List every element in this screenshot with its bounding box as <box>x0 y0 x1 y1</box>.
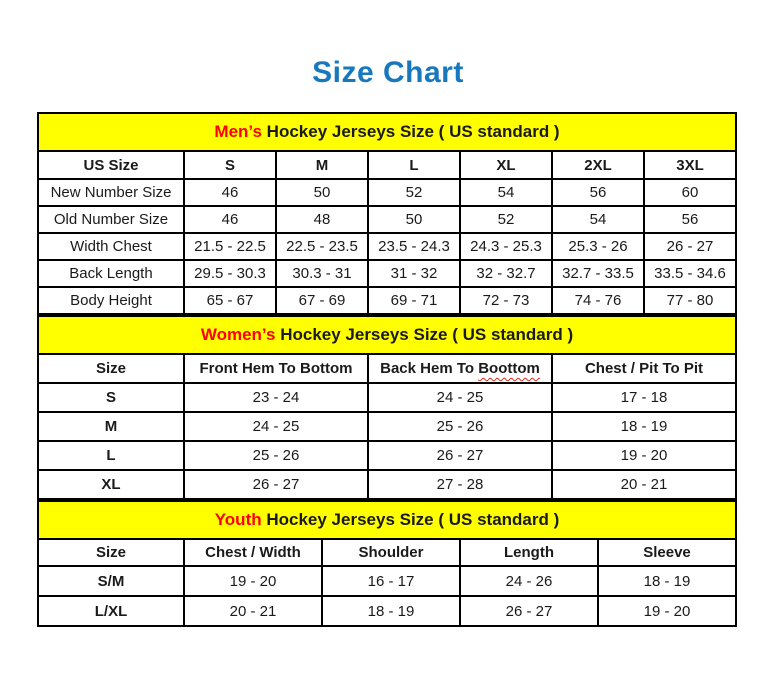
womens-row-label: L <box>38 441 184 470</box>
womens-cell: 25 - 26 <box>184 441 368 470</box>
youth-row-label: S/M <box>38 566 184 596</box>
youth-header-chest: Chest / Width <box>184 539 322 566</box>
youth-row-label: L/XL <box>38 596 184 626</box>
mens-cell: 52 <box>460 206 552 233</box>
womens-cell: 17 - 18 <box>552 383 736 412</box>
table-row <box>38 260 736 287</box>
mens-cell: 72 - 73 <box>460 287 552 314</box>
mens-size-table <box>37 150 737 315</box>
table-row <box>38 596 736 626</box>
mens-cell: 23.5 - 24.3 <box>368 233 460 260</box>
womens-cell: 18 - 19 <box>552 412 736 441</box>
womens-section-banner <box>37 315 737 353</box>
womens-header-row <box>38 354 736 383</box>
womens-size-table <box>37 353 737 500</box>
youth-section-banner <box>37 500 737 538</box>
mens-cell: 56 <box>552 179 644 206</box>
mens-header-m: M <box>276 151 368 179</box>
womens-cell: 19 - 20 <box>552 441 736 470</box>
youth-header-size: Size <box>38 539 184 566</box>
mens-row-label: Old Number Size <box>38 206 184 233</box>
mens-banner-text: Hockey Jerseys Size ( US standard ) <box>261 122 560 141</box>
mens-cell: 67 - 69 <box>276 287 368 314</box>
womens-row-label: S <box>38 383 184 412</box>
size-chart <box>37 112 737 627</box>
mens-cell: 32 - 32.7 <box>460 260 552 287</box>
mens-cell: 33.5 - 34.6 <box>644 260 736 287</box>
mens-cell: 56 <box>644 206 736 233</box>
mens-cell: 74 - 76 <box>552 287 644 314</box>
mens-cell: 24.3 - 25.3 <box>460 233 552 260</box>
mens-cell: 48 <box>276 206 368 233</box>
mens-cell: 46 <box>184 179 276 206</box>
mens-cell: 31 - 32 <box>368 260 460 287</box>
mens-cell: 60 <box>644 179 736 206</box>
youth-banner-highlight: Youth <box>214 510 262 529</box>
mens-cell: 22.5 - 23.5 <box>276 233 368 260</box>
table-row <box>38 412 736 441</box>
womens-cell: 25 - 26 <box>368 412 552 441</box>
youth-cell: 19 - 20 <box>598 596 736 626</box>
womens-banner-text: Hockey Jerseys Size ( US standard ) <box>275 325 574 344</box>
table-row <box>38 287 736 314</box>
mens-cell: 54 <box>552 206 644 233</box>
mens-cell: 54 <box>460 179 552 206</box>
mens-header-3xl: 3XL <box>644 151 736 179</box>
mens-cell: 30.3 - 31 <box>276 260 368 287</box>
womens-row-label: XL <box>38 470 184 499</box>
mens-cell: 65 - 67 <box>184 287 276 314</box>
womens-header-chest: Chest / Pit To Pit <box>552 354 736 383</box>
womens-cell: 20 - 21 <box>552 470 736 499</box>
womens-cell: 26 - 27 <box>368 441 552 470</box>
youth-cell: 18 - 19 <box>598 566 736 596</box>
mens-header-l: L <box>368 151 460 179</box>
womens-banner-highlight: Women’s <box>200 325 276 344</box>
page-title: Size Chart <box>312 56 464 89</box>
youth-header-shoulder: Shoulder <box>322 539 460 566</box>
womens-header-front-hem: Front Hem To Bottom <box>184 354 368 383</box>
womens-cell: 24 - 25 <box>184 412 368 441</box>
mens-cell: 50 <box>276 179 368 206</box>
mens-cell: 69 - 71 <box>368 287 460 314</box>
mens-header-2xl: 2XL <box>552 151 644 179</box>
mens-cell: 50 <box>368 206 460 233</box>
mens-cell: 26 - 27 <box>644 233 736 260</box>
table-row <box>38 233 736 260</box>
mens-header-row <box>38 151 736 179</box>
mens-header-xl: XL <box>460 151 552 179</box>
mens-cell: 77 - 80 <box>644 287 736 314</box>
youth-banner-text: Hockey Jerseys Size ( US standard ) <box>261 510 560 529</box>
womens-cell: 27 - 28 <box>368 470 552 499</box>
mens-cell: 32.7 - 33.5 <box>552 260 644 287</box>
womens-header-size: Size <box>38 354 184 383</box>
youth-header-sleeve: Sleeve <box>598 539 736 566</box>
mens-header-us-size: US Size <box>38 151 184 179</box>
table-row <box>38 383 736 412</box>
youth-cell: 26 - 27 <box>460 596 598 626</box>
youth-header-length: Length <box>460 539 598 566</box>
womens-cell: 24 - 25 <box>368 383 552 412</box>
mens-row-label: New Number Size <box>38 179 184 206</box>
mens-row-label: Body Height <box>38 287 184 314</box>
mens-section-banner <box>37 112 737 150</box>
table-row <box>38 566 736 596</box>
mens-row-label: Width Chest <box>38 233 184 260</box>
mens-cell: 52 <box>368 179 460 206</box>
youth-cell: 24 - 26 <box>460 566 598 596</box>
mens-cell: 46 <box>184 206 276 233</box>
mens-banner-highlight: Men’s <box>214 122 262 141</box>
table-row <box>38 441 736 470</box>
table-row <box>38 206 736 233</box>
youth-cell: 16 - 17 <box>322 566 460 596</box>
table-row <box>38 179 736 206</box>
table-row <box>38 470 736 499</box>
youth-cell: 19 - 20 <box>184 566 322 596</box>
mens-cell: 25.3 - 26 <box>552 233 644 260</box>
womens-cell: 26 - 27 <box>184 470 368 499</box>
youth-header-row <box>38 539 736 566</box>
womens-row-label: M <box>38 412 184 441</box>
mens-row-label: Back Length <box>38 260 184 287</box>
mens-header-s: S <box>184 151 276 179</box>
mens-cell: 21.5 - 22.5 <box>184 233 276 260</box>
misspelled-word: Boottom <box>478 360 540 377</box>
youth-cell: 18 - 19 <box>322 596 460 626</box>
youth-cell: 20 - 21 <box>184 596 322 626</box>
womens-cell: 23 - 24 <box>184 383 368 412</box>
mens-cell: 29.5 - 30.3 <box>184 260 276 287</box>
womens-header-back-hem: Back Hem To Boottom <box>368 354 552 383</box>
youth-size-table <box>37 538 737 627</box>
